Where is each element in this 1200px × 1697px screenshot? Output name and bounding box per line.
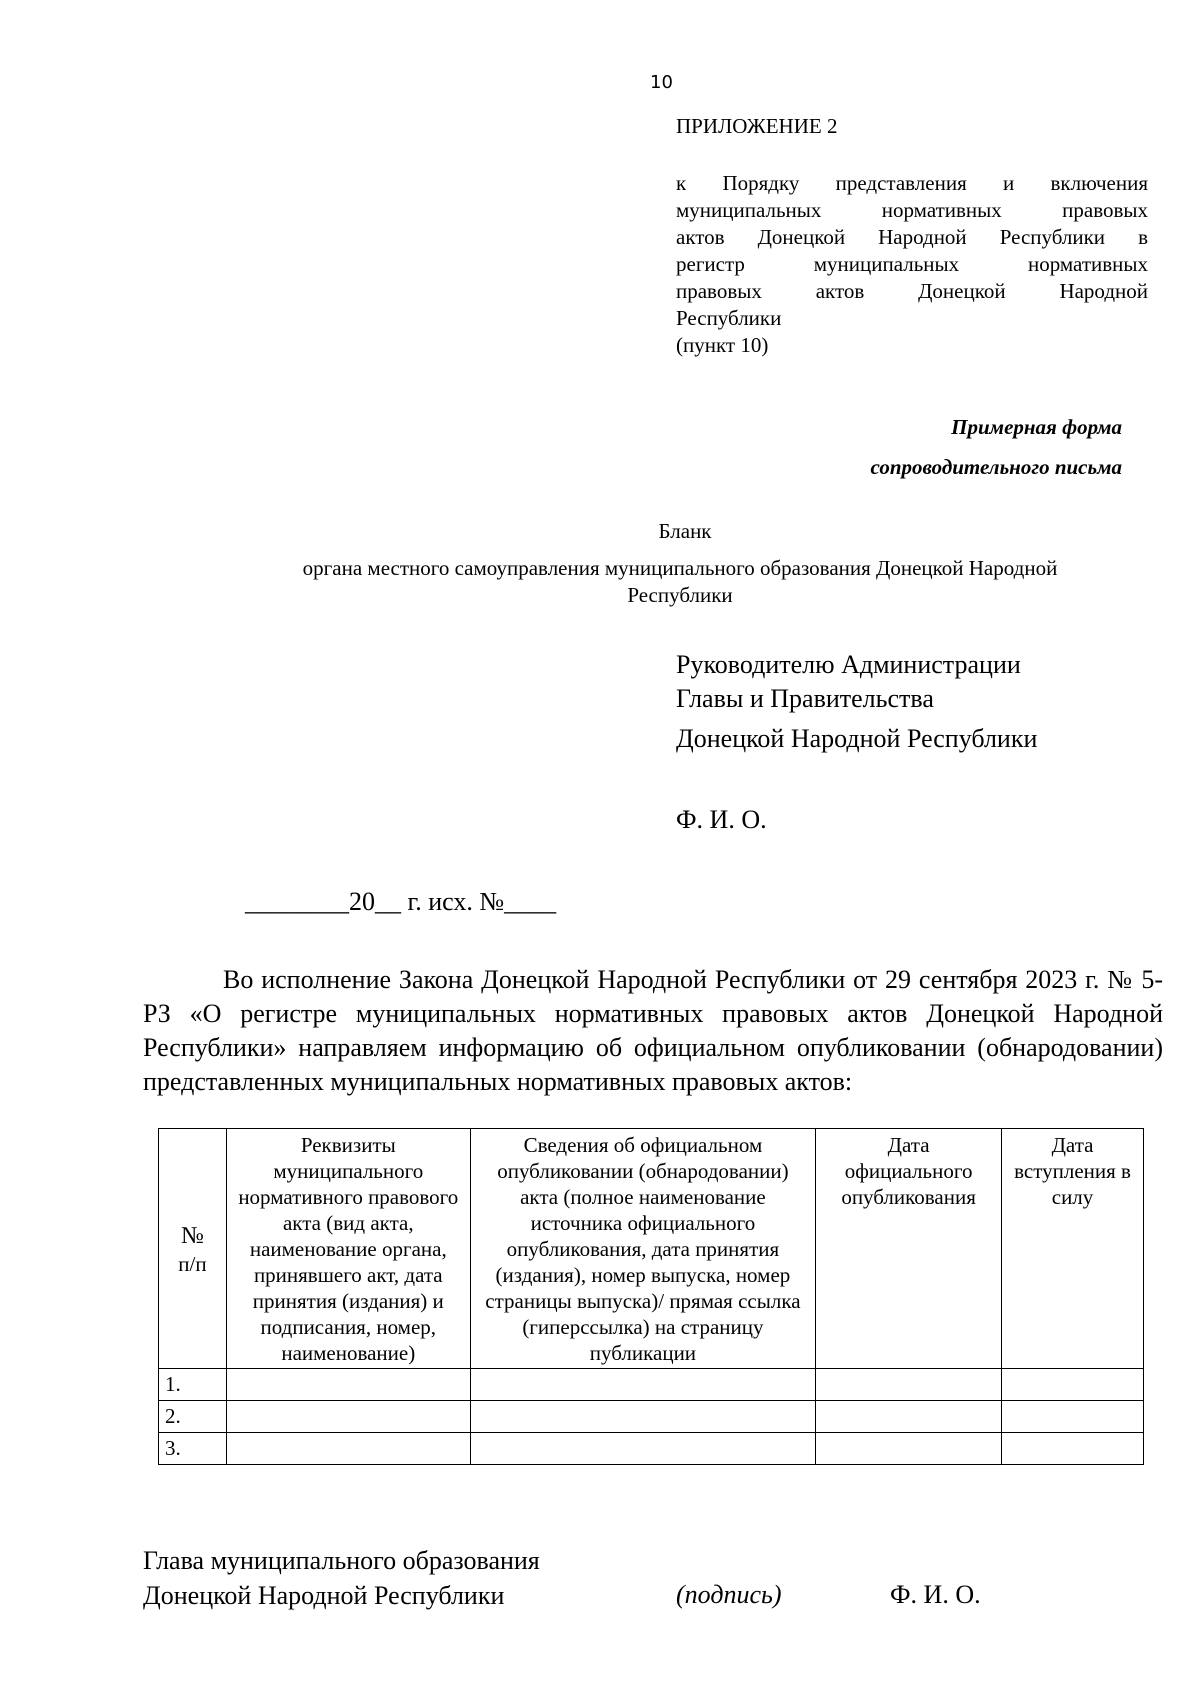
header-number-symbol: № bbox=[181, 1223, 204, 1249]
table-cell[interactable] bbox=[470, 1433, 815, 1465]
header-publication-info: Сведения об официальном опубликовании (обнародовании) акта (полное наименование источника официального опубликования, дата принятия (издания), номер выпуска, номер страницы выпуска)/ прямая ссылка (гиперссылка) на страницу публикации bbox=[470, 1129, 815, 1369]
signatory-fio: Ф. И. О. bbox=[890, 1580, 981, 1609]
appendix-line: актов Донецкой Народной Республики в bbox=[676, 225, 1148, 249]
table-row bbox=[159, 1401, 1144, 1433]
body-paragraph-text: Во исполнение Закона Донецкой Народной Республики от 29 сентября 2023 г. № 5-РЗ «О регистре муниципальных нормативных правовых актов Донецкой Народной Республики» направляем информацию об официальном опубликовании (обнародовании) представленных муниципальных нормативных правовых актов: bbox=[143, 965, 1163, 1096]
header-effective-date: Дата вступления в силу bbox=[1002, 1129, 1144, 1369]
table-cell[interactable] bbox=[816, 1401, 1002, 1433]
signature-placeholder: (подпись) bbox=[676, 1580, 782, 1609]
row-number: 3. bbox=[159, 1433, 227, 1465]
table-row bbox=[159, 1433, 1144, 1465]
table-cell[interactable] bbox=[470, 1369, 815, 1401]
row-number: 2. bbox=[159, 1401, 227, 1433]
signatory-line2: Донецкой Народной Республики bbox=[143, 1581, 505, 1610]
appendix-clause: (пункт 10) bbox=[676, 333, 769, 357]
table-cell[interactable] bbox=[1002, 1433, 1144, 1465]
addressee-line2: Главы и Правительства bbox=[676, 684, 934, 713]
addressee-line1: Руководителю Администрации bbox=[676, 650, 1021, 679]
form-title bbox=[871, 407, 1122, 487]
appendix-line: к Порядку представления и включения bbox=[676, 171, 1148, 195]
addressee-block bbox=[676, 648, 1037, 756]
signatory-block bbox=[143, 1543, 540, 1613]
header-act-details: Реквизиты муниципального нормативного правового акта (вид акта, наименование органа, принявшего акт, дата принятия (издания) и подписания, номер, наименование) bbox=[226, 1129, 470, 1369]
letterhead-subtitle: органа местного самоуправления муниципального образования Донецкой Народной Республики bbox=[302, 556, 1058, 607]
table-cell[interactable] bbox=[226, 1433, 470, 1465]
page-number: 10 bbox=[650, 72, 673, 93]
form-title-line1: Примерная форма bbox=[951, 415, 1122, 439]
appendix-line: муниципальных нормативных правовых bbox=[676, 198, 1148, 222]
table-cell[interactable] bbox=[1002, 1401, 1144, 1433]
date-outgoing-line: ________20__ г. исх. №____ bbox=[245, 887, 557, 916]
table-cell[interactable] bbox=[816, 1369, 1002, 1401]
appendix-text bbox=[676, 170, 1148, 359]
table-cell[interactable] bbox=[226, 1369, 470, 1401]
form-title-line2: сопроводительного письма bbox=[870, 455, 1122, 479]
table-header-row bbox=[159, 1129, 1144, 1369]
signatory-line1: Глава муниципального образования bbox=[143, 1546, 540, 1575]
table-cell[interactable] bbox=[816, 1433, 1002, 1465]
acts-table bbox=[158, 1128, 1144, 1465]
letterhead-title: Бланк bbox=[658, 519, 712, 543]
table-cell[interactable] bbox=[470, 1401, 815, 1433]
header-number-sub: п/п bbox=[178, 1252, 207, 1276]
addressee-fio: Ф. И. О. bbox=[676, 805, 767, 834]
row-number: 1. bbox=[159, 1369, 227, 1401]
table-cell[interactable] bbox=[1002, 1369, 1144, 1401]
appendix-title: ПРИЛОЖЕНИЕ 2 bbox=[676, 114, 838, 138]
addressee-line3: Донецкой Народной Республики bbox=[676, 724, 1038, 753]
appendix-line: регистр муниципальных нормативных bbox=[676, 252, 1148, 276]
header-publication-date: Дата официального опубликования bbox=[816, 1129, 1002, 1369]
body-paragraph bbox=[143, 963, 1163, 1099]
header-number bbox=[159, 1129, 227, 1369]
table-row bbox=[159, 1369, 1144, 1401]
appendix-line: Республики bbox=[676, 306, 782, 330]
appendix-line: правовых актов Донецкой Народной bbox=[676, 279, 1148, 303]
table-cell[interactable] bbox=[226, 1401, 470, 1433]
